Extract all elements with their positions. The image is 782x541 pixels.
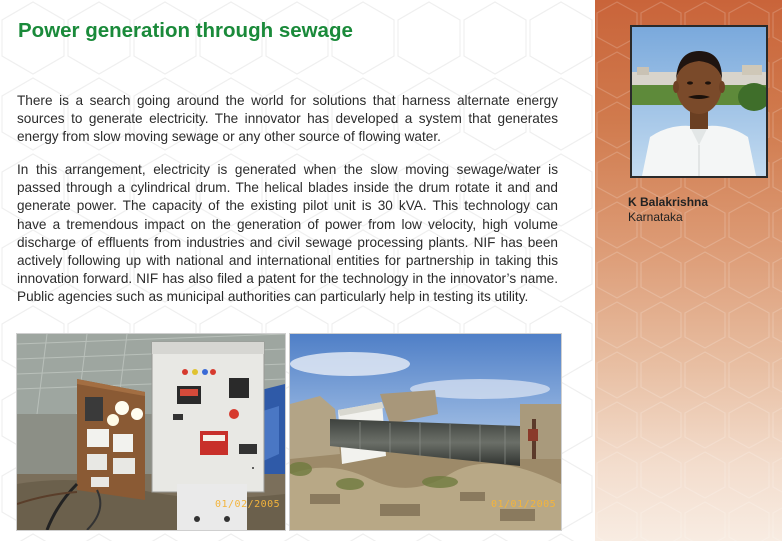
article-paragraph-2: In this arrangement, electricity is generated when the slow moving sewage/water is passed through a cylindrical drum. The helical blades inside the drum rotate it and and generate power. The capacity of the existing pilot unit is 30 kVA. This technology can have a tremendous impact on the generation of power from low velocity, high volume discharge of effluents from industries and civil sewage processing plants. NIF has been actively following up with national and international entities for partnership in taking this innovation forward. NIF has also filed a patent for the technology in the innovator’s name. Public agencies such as municipal authorities can particularly help in testing its utility. (17, 162, 558, 305)
sewage-drum-site-photo (289, 333, 562, 531)
innovator-name: K Balakrishna (628, 195, 709, 209)
innovator-location: Karnataka (628, 210, 683, 224)
innovator-portrait (630, 25, 768, 178)
photo-date-stamp-right: 01/01/2005 (491, 499, 557, 510)
article-paragraph-1: There is a search going around the world for solutions that harness alternate energy sources to generate electricity. The innovator has developed a system that generates energy from slow moving sewage or any other source of flowing water. (17, 93, 558, 145)
photo-date-stamp-left: 01/02/2005 (215, 499, 281, 510)
control-panel-photo (16, 333, 286, 531)
portrait-illustration (632, 27, 766, 176)
innovator-sidebar (595, 0, 782, 541)
article-title: Power generation through sewage (18, 19, 353, 42)
